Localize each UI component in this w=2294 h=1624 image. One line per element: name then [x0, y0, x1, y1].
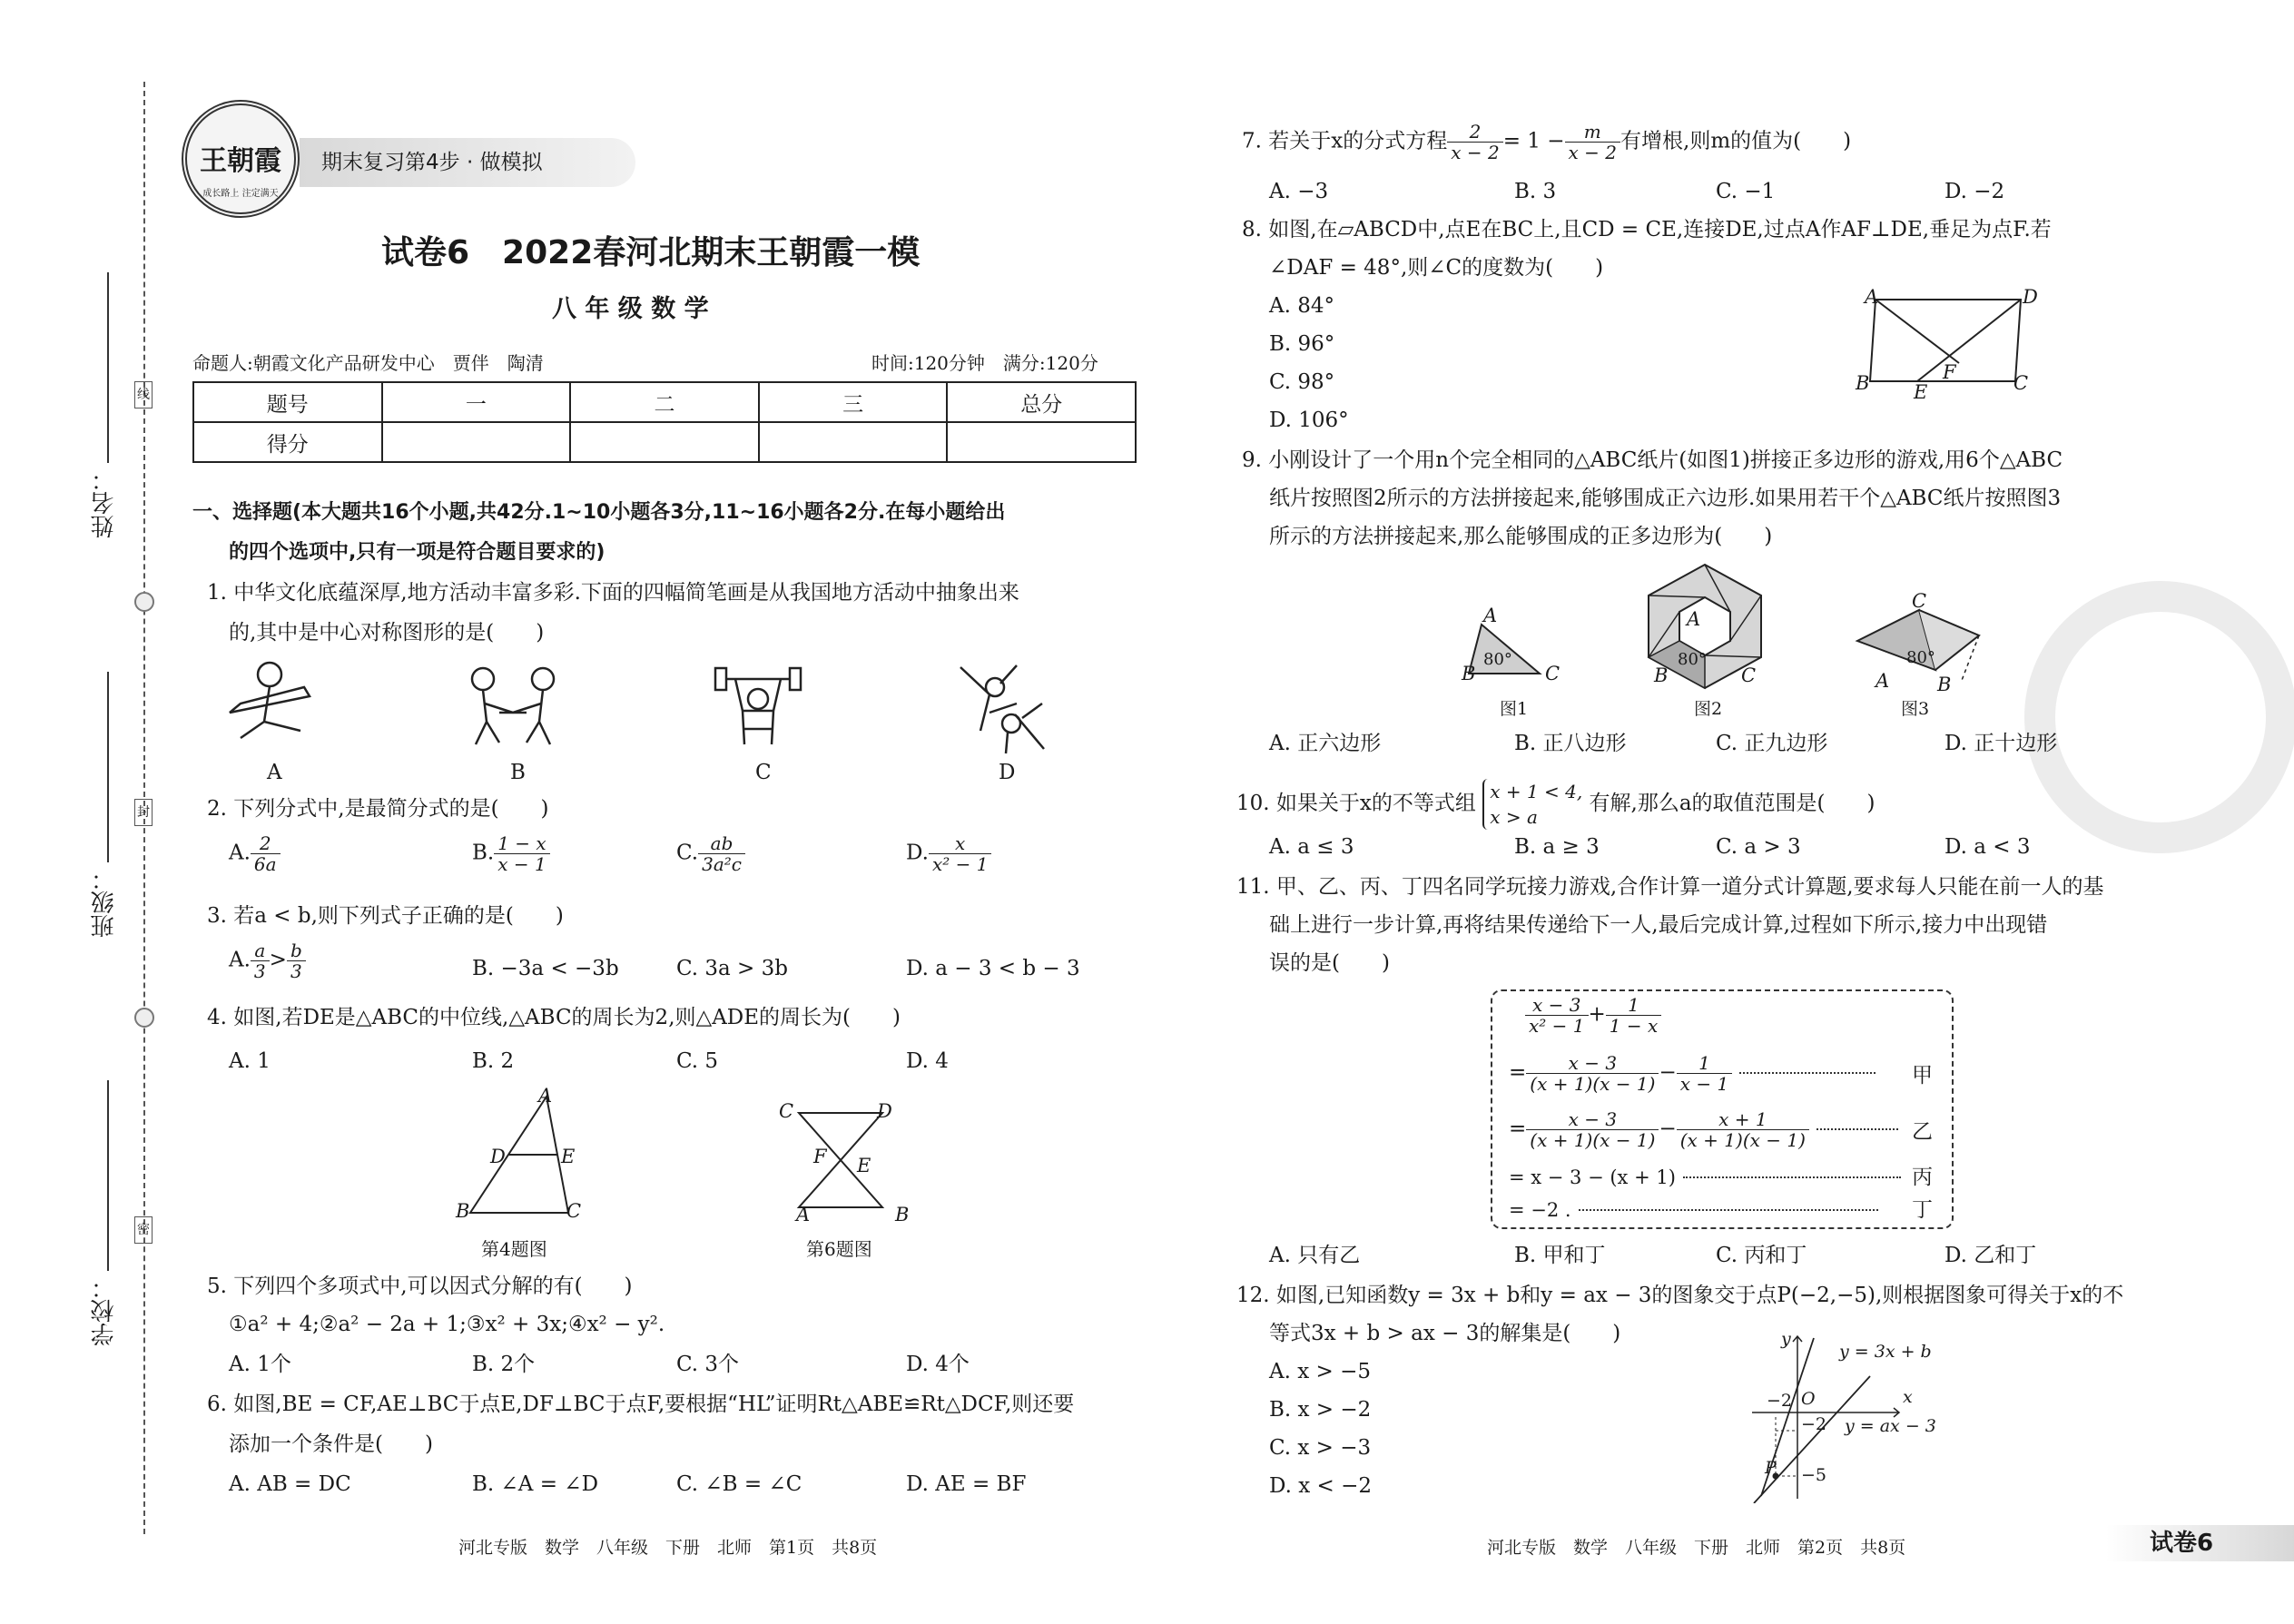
- numerator: 2: [1447, 122, 1502, 143]
- denominator: x² − 1: [1529, 1015, 1585, 1037]
- q9-stem-cont2: 所示的方法拼接起来,那么能够围成的正多边形为( ): [1269, 525, 1773, 548]
- q9-fig3-label-c: C: [1912, 590, 1927, 612]
- fraction: [1526, 1109, 1659, 1150]
- q11-row-3-text: = x − 3 − (x + 1): [1509, 1166, 1676, 1188]
- q6-label-f: F: [813, 1146, 827, 1167]
- q7-post: 有增根,则m的值为( ): [1620, 129, 1852, 153]
- score-input-cell[interactable]: [759, 422, 948, 462]
- q6-option-c: C. ∠B = ∠C: [676, 1472, 802, 1496]
- q6-option-b: B. ∠A = ∠D: [472, 1472, 599, 1496]
- dot-leader: [1683, 1176, 1901, 1178]
- q11-row-4: [1509, 1196, 1885, 1224]
- q2-stem: 2. 下列分式中,是最简分式的是( ): [207, 797, 549, 821]
- score-input-cell[interactable]: [382, 422, 571, 462]
- q1-label-a: A: [267, 761, 282, 784]
- q9-fig2-label-c: C: [1741, 664, 1757, 686]
- numerator: b: [287, 940, 306, 961]
- fraction: [287, 940, 306, 981]
- q7-pre: 7. 若关于x的分式方程: [1242, 129, 1448, 153]
- q6-label-a: A: [796, 1204, 811, 1225]
- q8-label-e: E: [1914, 381, 1928, 403]
- fraction: [1526, 1053, 1659, 1094]
- q10-stem: [1236, 779, 1876, 830]
- q12-origin: O: [1801, 1389, 1816, 1409]
- q11-row-3: [1509, 1164, 1908, 1191]
- q10-option-a: A. a ≤ 3: [1269, 835, 1354, 859]
- q4-option-d: D. 4: [906, 1049, 949, 1073]
- q8-label-a: A: [1865, 286, 1879, 308]
- class-label: 班级：: [91, 867, 118, 938]
- q10-option-c: C. a > 3: [1716, 835, 1801, 859]
- q12-line1-label: y = 3x + b: [1839, 1342, 1932, 1362]
- logo-badge: [182, 100, 300, 218]
- q12-point-p: P: [1765, 1458, 1777, 1478]
- dot-leader: [1739, 1072, 1876, 1074]
- q11-stem: 11. 甲、乙、丙、丁四名同学玩接力游戏,合作计算一道分式计算题,要求每人只能在前一人的基: [1236, 875, 2104, 899]
- q3-option-a: [229, 940, 306, 981]
- q12-ym5-label: −5: [1801, 1465, 1827, 1485]
- fraction: [494, 833, 549, 874]
- q3-option-b: B. −3a < −3b: [472, 957, 619, 980]
- q9-stem: 9. 小刚设计了一个用n个完全相同的△ABC纸片(如图1)拼接正多边形的游戏,用6个△ABC: [1242, 448, 2063, 472]
- denominator: 3: [290, 960, 302, 982]
- q12-option-d: D. x < −2: [1269, 1474, 1373, 1498]
- q9-figure-3: [1852, 599, 1988, 690]
- q9-fig3-angle: 80°: [1906, 648, 1935, 667]
- score-table-cell: 三: [759, 382, 948, 422]
- denominator: (x + 1)(x − 1): [1679, 1129, 1806, 1151]
- equals: =: [1509, 1117, 1527, 1141]
- q8-stem-cont: ∠DAF = 48°,则∠C的度数为( ): [1269, 256, 1604, 280]
- numerator: 1: [1606, 995, 1661, 1016]
- q4-label-a: A: [538, 1085, 553, 1107]
- q2-option-d: [906, 833, 991, 874]
- score-input-cell[interactable]: [570, 422, 759, 462]
- denominator: 1 − x: [1609, 1015, 1659, 1037]
- fraction: [1606, 995, 1661, 1036]
- q11-stem-cont1: 础上进行一步计算,再将结果传递给下一人,最后完成计算,过程如下所示,接力中出现错: [1269, 913, 2048, 937]
- q1-stem-cont: 的,其中是中心对称图形的是( ): [229, 621, 545, 645]
- q12-ym2-label: −2: [1801, 1414, 1827, 1434]
- q2-option-b: [472, 833, 550, 874]
- q2-option-a: [229, 833, 281, 874]
- operator: −: [1659, 1060, 1677, 1085]
- footer-left: 河北专版 数学 八年级 下册 北师 第1页 共8页: [458, 1538, 878, 1558]
- score-input-cell[interactable]: [947, 422, 1136, 462]
- denominator: x − 2: [1451, 142, 1500, 163]
- binding-hole-icon: [134, 1008, 154, 1028]
- denominator: (x + 1)(x − 1): [1530, 1073, 1656, 1095]
- q12-y-label: y: [1781, 1329, 1791, 1349]
- school-underline: [107, 1080, 109, 1271]
- seal-tab-line: 线: [134, 381, 153, 408]
- q10-pre: 10. 如果关于x的不等式组: [1236, 792, 1476, 815]
- q6-stem-cont: 添加一个条件是( ): [229, 1432, 433, 1456]
- q1-stem: 1. 中华文化底蕴深厚,地方活动丰富多彩.下面的四幅简笔画是从我国地方活动中抽象出来: [207, 581, 1019, 605]
- score-table-cell: 总分: [947, 382, 1136, 422]
- q1-label-d: D: [999, 761, 1016, 784]
- denominator: (x + 1)(x − 1): [1530, 1129, 1656, 1151]
- q7-option-a: A. −3: [1269, 180, 1329, 203]
- seal-tab-seal: 封: [134, 799, 153, 826]
- score-table-cell: 得分: [193, 422, 382, 462]
- numerator: x + 1: [1677, 1109, 1809, 1130]
- equals: =: [1509, 1060, 1527, 1085]
- section1-heading: 一、选择题(本大题共16个小题,共42分.1~10小题各3分,11~16小题各2分.在每小题给出: [192, 501, 1006, 524]
- dot-leader: [1579, 1209, 1878, 1211]
- q9-fig2-label-a: A: [1687, 608, 1701, 630]
- denominator: 3: [253, 960, 266, 982]
- q7-option-d: D. −2: [1944, 180, 2005, 203]
- name-label: 姓名：: [91, 468, 118, 538]
- q9-fig3-label-a: A: [1876, 670, 1890, 692]
- q4-label-d: D: [490, 1146, 506, 1167]
- q8-label-f: F: [1943, 361, 1956, 383]
- q8-label-c: C: [2013, 372, 2029, 394]
- fraction: [929, 833, 992, 874]
- denominator: x² − 1: [931, 853, 989, 875]
- q9-fig1-caption: 图1: [1500, 699, 1529, 719]
- q11-tag-yi: 乙: [1912, 1120, 1933, 1144]
- q9-fig3-label-b: B: [1937, 674, 1952, 695]
- q2-d-label: D.: [906, 841, 929, 865]
- fraction: [1525, 995, 1589, 1036]
- q9-fig1-label-a: A: [1483, 605, 1498, 626]
- q5-option-d: D. 4个: [906, 1353, 970, 1376]
- q6-label-e: E: [857, 1155, 871, 1176]
- q9-option-a: A. 正六边形: [1269, 732, 1382, 755]
- q1-figure-c: [708, 661, 808, 752]
- q8-option-c: C. 98°: [1269, 370, 1335, 394]
- logo-slogan: 成长路上 注定满天: [202, 189, 279, 199]
- q4-option-a: A. 1: [229, 1049, 271, 1073]
- q11-tag-bing: 丙: [1912, 1166, 1933, 1189]
- q11-tag-jia: 甲: [1912, 1064, 1933, 1088]
- denominator: x − 1: [497, 853, 546, 875]
- score-table: [192, 381, 1137, 463]
- q9-fig2-caption: 图2: [1694, 699, 1723, 719]
- q1-label-c: C: [755, 761, 772, 784]
- q1-label-b: B: [510, 761, 526, 784]
- fraction: [1677, 1109, 1809, 1150]
- step-banner-text: 期末复习第4步 · 做模拟: [321, 151, 543, 174]
- q4-option-b: B. 2: [472, 1049, 515, 1073]
- q4-label-b: B: [456, 1200, 470, 1222]
- denominator: 3a²c: [702, 853, 742, 875]
- q8-stem: 8. 如图,在▱ABCD中,点E在BC上,且CD = CE,连接DE,过点A作AF⊥DE,垂足为点F.若: [1242, 218, 2052, 241]
- q6-figure-caption: 第6题图: [806, 1238, 872, 1260]
- q9-fig1-label-c: C: [1545, 663, 1561, 684]
- q10-post: 有解,那么a的取值范围是( ): [1589, 792, 1876, 815]
- q11-option-b: B. 甲和丁: [1514, 1244, 1606, 1267]
- seal-tab-secret: 密: [134, 1216, 153, 1244]
- q11-option-c: C. 丙和丁: [1716, 1244, 1807, 1267]
- q3-option-c: C. 3a > 3b: [676, 957, 788, 980]
- fraction: [698, 833, 745, 874]
- paper-title: 试卷6 2022春河北期末王朝霞一模: [381, 234, 921, 271]
- q4-figure-caption: 第4题图: [481, 1238, 547, 1260]
- q4-label-e: E: [561, 1146, 576, 1167]
- authors-line: 命题人:朝霞文化产品研发中心 贾伴 陶清: [192, 352, 544, 374]
- q1-figure-a: [222, 658, 322, 749]
- corner-tag-text: 试卷6: [2150, 1530, 2214, 1557]
- denominator: x − 1: [1679, 1073, 1729, 1095]
- q8-option-a: A. 84°: [1269, 294, 1334, 318]
- q10-sys2: x > a: [1490, 806, 1538, 828]
- numerator: m: [1565, 122, 1620, 143]
- q8-option-b: B. 96°: [1269, 332, 1335, 356]
- q12-line2-label: y = ax − 3: [1845, 1416, 1936, 1436]
- q9-fig1-label-b: B: [1462, 663, 1476, 684]
- q12-stem: 12. 如图,已知函数y = 3x + b和y = ax − 3的图象交于点P(−2,−5),则根据图象可得关于x的不: [1236, 1284, 2124, 1307]
- q3-stem: 3. 若a < b,则下列式子正确的是( ): [207, 904, 564, 928]
- q6-option-d: D. AE = BF: [906, 1472, 1027, 1496]
- numerator: x − 3: [1526, 1109, 1659, 1130]
- q5-option-c: C. 3个: [676, 1353, 740, 1376]
- numerator: x: [929, 833, 992, 854]
- q11-row-0: [1525, 995, 1661, 1036]
- q12-stem-cont: 等式3x + b > ax − 3的解集是( ): [1269, 1322, 1621, 1345]
- class-underline: [107, 672, 109, 862]
- q11-row-1: [1509, 1053, 1883, 1094]
- q3-option-d: D. a − 3 < b − 3: [906, 957, 1080, 980]
- q9-stem-cont1: 纸片按照图2所示的方法拼接起来,能够围成正六边形.如果用若干个△ABC纸片按照图3: [1269, 487, 2062, 510]
- q12-option-c: C. x > −3: [1269, 1436, 1372, 1460]
- q7-option-b: B. 3: [1514, 180, 1557, 203]
- q4-stem: 4. 如图,若DE是△ABC的中位线,△ABC的周长为2,则△ADE的周长为( ): [207, 1006, 901, 1029]
- q6-label-c: C: [779, 1100, 794, 1122]
- q2-a-label: A.: [229, 841, 251, 865]
- q11-tag-ding: 丁: [1912, 1198, 1933, 1222]
- q7-stem: [1242, 122, 1851, 162]
- fraction: [1565, 122, 1620, 162]
- q2-b-label: B.: [472, 841, 495, 865]
- numerator: x − 3: [1525, 995, 1589, 1016]
- q8-label-b: B: [1856, 372, 1870, 394]
- q1-figure-b: [463, 663, 563, 753]
- q8-label-d: D: [2023, 286, 2038, 308]
- q9-fig3-caption: 图3: [1901, 699, 1930, 719]
- logo-text: 王朝霞: [200, 145, 281, 177]
- q6-stem: 6. 如图,BE = CF,AE⊥BC于点E,DF⊥BC于点F,要根据“HL”证明Rt△ABE≌Rt△DCF,则还要: [207, 1393, 1075, 1416]
- q1-figure-d: [953, 658, 1053, 758]
- school-label: 学校：: [91, 1275, 118, 1346]
- q11-row-4-text: = −2 .: [1509, 1199, 1571, 1221]
- q9-option-b: B. 正八边形: [1514, 732, 1627, 755]
- q10-option-b: B. a ≥ 3: [1514, 835, 1600, 859]
- q10-system: [1482, 779, 1582, 830]
- step-banner: [300, 138, 635, 187]
- q2-option-c: [676, 833, 745, 874]
- q12-option-b: B. x > −2: [1269, 1398, 1372, 1422]
- q6-label-b: B: [895, 1204, 910, 1225]
- fraction: [1677, 1053, 1732, 1094]
- numerator: 1: [1677, 1053, 1732, 1074]
- fraction: [251, 833, 281, 874]
- q11-option-a: A. 只有乙: [1269, 1244, 1361, 1267]
- fraction: [1447, 122, 1502, 162]
- q5-option-b: B. 2个: [472, 1353, 536, 1376]
- operator: >: [269, 948, 287, 972]
- score-table-cell: 一: [382, 382, 571, 422]
- denominator: 6a: [253, 853, 277, 875]
- score-table-cell: 二: [570, 382, 759, 422]
- q12-xm2-label: −2: [1767, 1391, 1793, 1411]
- q2-c-label: C.: [676, 841, 699, 865]
- footer-right: 河北专版 数学 八年级 下册 北师 第2页 共8页: [1487, 1538, 1906, 1558]
- q9-fig1-angle: 80°: [1483, 650, 1512, 669]
- q7-mid: = 1 −: [1502, 129, 1565, 153]
- q9-option-c: C. 正九边形: [1716, 732, 1828, 755]
- q5-stem: 5. 下列四个多项式中,可以因式分解的有( ): [207, 1275, 633, 1298]
- time-score-line: 时间:120分钟 满分:120分: [871, 352, 1098, 374]
- q3-a-label: A.: [229, 948, 251, 972]
- q10-option-d: D. a < 3: [1944, 835, 2031, 859]
- q4-option-c: C. 5: [676, 1049, 719, 1073]
- numerator: 1 − x: [494, 833, 549, 854]
- dot-leader: [1816, 1128, 1898, 1130]
- q9-fig2-label-b: B: [1654, 664, 1669, 686]
- q10-sys1: x + 1 < 4,: [1490, 781, 1583, 802]
- corner-tag: [2106, 1525, 2294, 1561]
- denominator: x − 2: [1568, 142, 1618, 163]
- paper-subtitle: 八 年 级 数 学: [552, 295, 709, 323]
- q4-label-c: C: [566, 1200, 582, 1222]
- name-underline: [107, 272, 109, 463]
- q5-items: ①a² + 4;②a² − 2a + 1;③x² + 3x;④x² − y².: [229, 1313, 665, 1336]
- q9-fig2-angle: 80°: [1678, 650, 1707, 669]
- numerator: 2: [251, 833, 281, 854]
- binding-hole-icon: [134, 592, 154, 612]
- operator: +: [1588, 1002, 1606, 1027]
- q11-option-d: D. 乙和丁: [1944, 1244, 2037, 1267]
- q11-stem-cont2: 误的是( ): [1269, 951, 1390, 975]
- q5-option-a: A. 1个: [229, 1353, 291, 1376]
- q6-hourglass-figure: [792, 1106, 891, 1215]
- q12-x-label: x: [1903, 1387, 1913, 1407]
- q9-option-d: D. 正十边形: [1944, 732, 2058, 755]
- numerator: ab: [698, 833, 745, 854]
- operator: −: [1659, 1117, 1677, 1141]
- fraction: [251, 940, 270, 981]
- score-table-cell: 题号: [193, 382, 382, 422]
- q12-option-a: A. x > −5: [1269, 1360, 1372, 1383]
- numerator: a: [251, 940, 270, 961]
- watermark-seal-icon: [2024, 581, 2294, 853]
- q7-option-c: C. −1: [1716, 180, 1776, 203]
- q6-label-d: D: [877, 1100, 892, 1122]
- q8-option-d: D. 106°: [1269, 408, 1349, 432]
- section1-heading-cont: 的四个选项中,只有一项是符合题目要求的): [229, 541, 605, 564]
- numerator: x − 3: [1526, 1053, 1659, 1074]
- q11-row-2: [1509, 1109, 1905, 1150]
- q6-option-a: A. AB = DC: [229, 1472, 351, 1496]
